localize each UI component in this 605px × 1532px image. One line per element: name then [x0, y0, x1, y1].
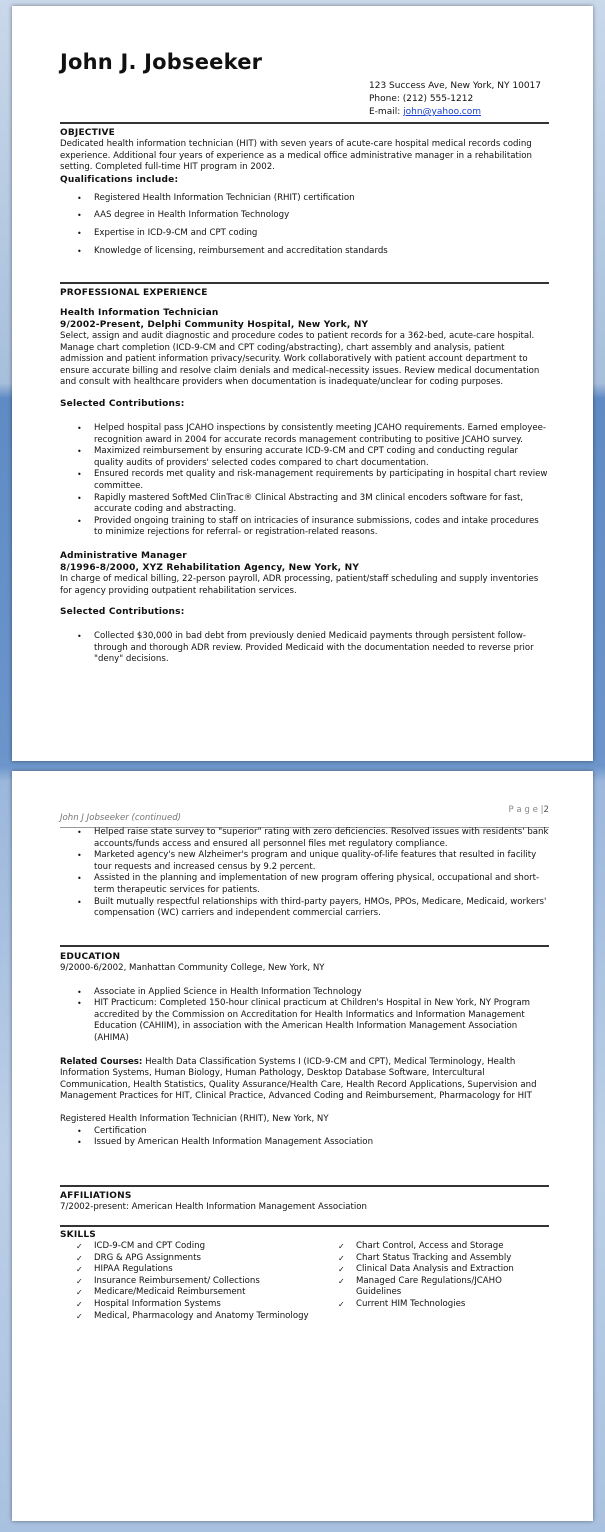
- page-number: [509, 805, 549, 815]
- list-item: • Associate in Applied Science in Health Information Technology: [60, 987, 549, 999]
- list-item: • Marketed agency's new Alzheimer's program and unique quality-of-life features that resulted in facility tour requests and increased census by 9.2 percent.: [60, 850, 549, 873]
- education-heading: EDUCATION: [60, 952, 121, 962]
- skills-heading: SKILLS: [60, 1230, 96, 1240]
- page2-header: [60, 805, 549, 828]
- job2-contributions-list-continued: [60, 827, 549, 920]
- section-rule: [60, 122, 549, 124]
- skill-item: ✓ Chart Control, Access and Storage: [322, 1241, 549, 1253]
- skill-item: ✓ Hospital Information Systems: [60, 1299, 322, 1311]
- list-item: • Certification: [60, 1126, 549, 1138]
- contact-block: [369, 80, 541, 119]
- list-item: • Rapidly mastered SoftMed ClinTrac® Clinical Abstracting and 3M clinical encoders software for fast, accurate coding and abstracting.: [60, 493, 549, 516]
- list-item: • Helped hospital pass JCAHO inspections by consistently meeting JCAHO requirements. Earned employee-recognition award in 2004 for accurate records management contributing to positive JCAHO survey.: [60, 423, 549, 446]
- list-item: • Expertise in ICD-9-CM and CPT coding: [60, 228, 549, 240]
- related-courses-label: Related Courses:: [60, 1056, 143, 1067]
- list-item: • AAS degree in Health Information Technology: [60, 210, 549, 222]
- contact-address: 123 Success Ave, New York, NY 10017: [369, 81, 541, 91]
- objective-heading: OBJECTIVE: [60, 128, 116, 138]
- candidate-name-block: [60, 50, 549, 74]
- section-rule: [60, 1225, 549, 1227]
- experience-section: [60, 282, 549, 666]
- resume-page-1: [12, 6, 593, 761]
- section-rule: [60, 945, 549, 947]
- qualifications-list: [60, 193, 549, 257]
- skill-item: ✓ Managed Care Regulations/JCAHO Guidelines: [322, 1276, 549, 1299]
- skill-item: ✓ Chart Status Tracking and Assembly: [322, 1253, 549, 1265]
- skill-item: ✓ ICD-9-CM and CPT Coding: [60, 1241, 322, 1253]
- job1-dates: 9/2002-Present, Delphi Community Hospital, New York, NY: [60, 320, 369, 330]
- skill-item: ✓ Clinical Data Analysis and Extraction: [322, 1264, 549, 1276]
- skill-item: ✓ Current HIM Technologies: [322, 1299, 549, 1311]
- contact-email-line: [369, 106, 541, 119]
- list-item: • Provided ongoing training to staff on intricacies of insurance submissions, codes and intake procedures to minimize rejections for referral- or registration-related reasons.: [60, 516, 549, 539]
- list-item: • Registered Health Information Technician (RHIT) certification: [60, 193, 549, 205]
- list-item: • Maximized reimbursement by ensuring accurate ICD-9-CM and CPT coding and conducting regular quality audits of providers' selected codes compared to chart documentation.: [60, 446, 549, 469]
- list-item: • Issued by American Health Information Management Association: [60, 1137, 549, 1149]
- running-title: John J Jobseeker (continued): [60, 813, 182, 823]
- email-label: E-mail:: [369, 107, 404, 117]
- list-item: • Collected $30,000 in bad debt from previously denied Medicaid payments through persistent follow-through and thorough ADR review. Provided Medicaid with the documentation needed to reverse prior "deny" decisions.: [60, 631, 549, 666]
- skill-item: ✓ Medical, Pharmacology and Anatomy Terminology: [60, 1311, 322, 1323]
- list-item: • Knowledge of licensing, reimbursement and accreditation standards: [60, 246, 549, 258]
- section-rule: [60, 282, 549, 284]
- list-item: • Ensured records met quality and risk-management requirements by participating in hospital chart review committee.: [60, 469, 549, 492]
- job2-contributions-heading: Selected Contributions:: [60, 607, 185, 618]
- related-courses-text: Health Data Classification Systems I (ICD-9-CM and CPT), Medical Terminology, Health Information Systems, Human Biology, Human Pathology, Desktop Database Software, Intercultural Communication, Health Statistics, Quality Assurance/Health Care, Health Record Applications, Supervision and Management Practices for HIT, Clinical Practice, Advanced Coding and Reimbursement, Pharmacology for HIT: [60, 1056, 537, 1102]
- job1-contributions-heading: Selected Contributions:: [60, 398, 185, 409]
- skill-item: ✓ DRG & APG Assignments: [60, 1253, 322, 1265]
- skills-column-1: [60, 1241, 322, 1322]
- page-label: P a g e |: [508, 805, 544, 815]
- job2-contributions-continued: [60, 827, 549, 920]
- job2-contributions-list: [60, 631, 549, 666]
- job2-dates: 8/1996-8/2000, XYZ Rehabilitation Agency, New York, NY: [60, 562, 360, 573]
- affiliations-text: 7/2002-present: American Health Information Management Association: [60, 1202, 367, 1212]
- skill-item: ✓ Insurance Reimbursement/ Collections: [60, 1276, 322, 1288]
- certification-list: [60, 1126, 549, 1149]
- affiliations-section: [60, 1185, 549, 1214]
- job1-contributions-list: [60, 423, 549, 539]
- objective-section: [60, 122, 549, 263]
- job1-title: Health Information Technician: [60, 308, 219, 318]
- affiliations-heading: AFFILIATIONS: [60, 1191, 132, 1201]
- list-item: • Helped raise state survey to "superior" rating with zero deficiencies. Resolved issues with residents' bank accounts/funds access and ensured all personnel files met regulatory compliance.: [60, 827, 549, 850]
- skill-item: ✓ Medicare/Medicaid Reimbursement: [60, 1287, 322, 1299]
- certification-title: Registered Health Information Technician (RHIT), New York, NY: [60, 1113, 329, 1124]
- candidate-name: John J. Jobseeker: [60, 50, 263, 74]
- skills-section: [60, 1225, 549, 1322]
- education-list: [60, 987, 549, 1045]
- related-courses: [60, 1057, 549, 1103]
- qualifications-heading: Qualifications include:: [60, 174, 179, 185]
- page-number-value: 2: [543, 805, 549, 815]
- section-rule: [60, 1185, 549, 1187]
- education-section: [60, 945, 549, 1149]
- list-item: • Assisted in the planning and implementation of new program offering physical, occupational and short-term therapeutic services for patients.: [60, 873, 549, 896]
- job1-description: Select, assign and audit diagnostic and procedure codes to patient records for a 362-bed, acute-care hospital. Manage chart completion (ICD-9-CM and CPT coding/abstracting), chart assembly and analysis, patient admission and patient information privacy/security. Work collaboratively with patient account department to ensure accurate billing and resolve claim denials and medical-necessity issues. Review medical documentation and consult with healthcare providers when documentation is inadequate/unclear for coding purposes.: [60, 331, 540, 388]
- list-item: • HIT Practicum: Completed 150-hour clinical practicum at Children's Hospital in New York, NY Program accredited by the Commission on Accreditation for Health Informatics and Information Management Education (CAHIIM), in association with the American Health Information Management Association (AHIMA): [60, 998, 549, 1044]
- experience-heading: PROFESSIONAL EXPERIENCE: [60, 288, 208, 298]
- skills-columns: [60, 1241, 549, 1322]
- resume-page-2: [12, 771, 593, 1521]
- email-link[interactable]: john@yahoo.com: [403, 107, 482, 117]
- objective-text: Dedicated health information technician (HIT) with seven years of acute-care hospital medical records coding experience. Additional four years of experience as a medical office administrative manager in a rehabilitation setting. Completed full-time HIT program in 2002.: [60, 139, 532, 173]
- list-item: • Built mutually respectful relationships with third-party payers, HMOs, PPOs, Medicare, Medicaid, workers' compensation (WC) carriers and independent commercial carriers.: [60, 897, 549, 920]
- skill-item: ✓ HIPAA Regulations: [60, 1264, 322, 1276]
- skills-column-2: [322, 1241, 549, 1322]
- education-school: 9/2000-6/2002, Manhattan Community College, New York, NY: [60, 963, 325, 973]
- job2-title: Administrative Manager: [60, 550, 187, 561]
- contact-phone: Phone: (212) 555-1212: [369, 94, 474, 104]
- job2-description: In charge of medical billing, 22-person payroll, ADR processing, patient/staff scheduling and supply inventories for agency providing outpatient rehabilitation services.: [60, 573, 539, 596]
